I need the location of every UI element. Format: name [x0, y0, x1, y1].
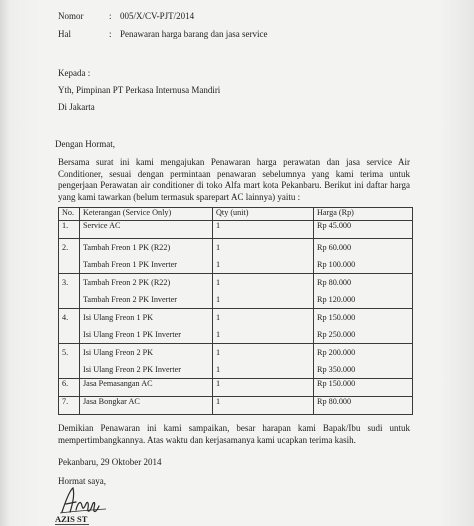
- row-desc: Tambah Freon 2 PK (R22) Tambah Freon 2 PK Inverter: [80, 274, 213, 309]
- price-table: [58, 207, 413, 415]
- row-qty: 1: [213, 379, 314, 397]
- row-no: 1.: [59, 221, 80, 239]
- row-no: 6.: [59, 379, 80, 397]
- intro-paragraph: Bersama surat ini kami mengajukan Penawaran harga perawatan dan jasa service Air Conditioner, sesuai dengan permintaan penawaran sebelumnya yang kami terima untuk pengerjaan Perawatan air conditioner di toko Alfa mart kota Pekanbaru. Berikut ini daftar harga yang kami tawarkan (belum termasuk sparepart AC lainnya) yaitu :: [58, 157, 410, 202]
- row-price: Rp 150.000: [314, 379, 413, 397]
- table-header-row: [59, 208, 413, 221]
- hal-label: Hal: [58, 29, 71, 39]
- row-price: Rp 80.000: [314, 397, 413, 415]
- row-no: 4.: [59, 309, 80, 344]
- table-row: [59, 239, 413, 274]
- closing-salutation: Hormat saya,: [58, 476, 106, 486]
- signer-name: AZIS ST: [55, 514, 88, 524]
- recipient-city: Di Jakarta: [58, 102, 95, 112]
- greeting: Dengan Hormat,: [55, 139, 115, 149]
- row-no: 7.: [59, 397, 80, 415]
- row-price: Rp 200.000 Rp 350.000: [314, 344, 413, 379]
- nomor-label: Nomor: [58, 11, 84, 21]
- table-row: [59, 397, 413, 415]
- table-row: [59, 309, 413, 344]
- header-no: No.: [59, 208, 80, 221]
- table-row: [59, 379, 413, 397]
- row-desc: Isi Ulang Freon 1 PK Isi Ulang Freon 1 PK Inverter: [80, 309, 213, 344]
- closing-paragraph: Demikian Penawaran ini kami sampaikan, besar harapan kami Bapak/Ibu sudi untuk mempertimbangkannya. Atas waktu dan kerjasamanya kami ucapkan terima kasih.: [58, 423, 410, 445]
- row-qty: 1 1: [213, 274, 314, 309]
- row-qty: 1 1: [213, 239, 314, 274]
- place-date: Pekanbaru, 29 Oktober 2014: [58, 457, 162, 467]
- hal-value: Penawaran harga barang dan jasa service: [120, 29, 268, 39]
- row-no: 5.: [59, 344, 80, 379]
- recipient-name: Yth, Pimpinan PT Perkasa Internusa Mandiri: [58, 85, 221, 95]
- row-qty: 1: [213, 397, 314, 415]
- row-desc: Jasa Pemasangan AC: [80, 379, 213, 397]
- signature-underline: [55, 524, 89, 525]
- row-no: 2.: [59, 239, 80, 274]
- nomor-value: 005/X/CV-PJT/2014: [120, 11, 195, 21]
- row-desc: Jasa Bongkar AC: [80, 397, 213, 415]
- row-price: Rp 45.000: [314, 221, 413, 239]
- table-row: [59, 221, 413, 239]
- row-desc: Tambah Freon 1 PK (R22) Tambah Freon 1 PK Inverter: [80, 239, 213, 274]
- row-qty: 1: [213, 221, 314, 239]
- header-keterangan: Keterangan (Service Only): [80, 208, 213, 221]
- hal-colon: :: [109, 29, 112, 39]
- header-qty: Qty (unit): [213, 208, 314, 221]
- row-qty: 1 1: [213, 344, 314, 379]
- nomor-colon: :: [109, 11, 112, 21]
- kepada-label: Kepada :: [58, 68, 91, 78]
- table-row: [59, 274, 413, 309]
- row-price: Rp 150.000 Rp 250.000: [314, 309, 413, 344]
- row-price: Rp 80.000 Rp 120.000: [314, 274, 413, 309]
- row-no: 3.: [59, 274, 80, 309]
- row-desc: Service AC: [80, 221, 213, 239]
- row-qty: 1 1: [213, 309, 314, 344]
- header-harga: Harga (Rp): [314, 208, 413, 221]
- row-price: Rp 60.000 Rp 100.000: [314, 239, 413, 274]
- row-desc: Isi Ulang Freon 2 PK Isi Ulang Freon 2 PK Inverter: [80, 344, 213, 379]
- table-row: [59, 344, 413, 379]
